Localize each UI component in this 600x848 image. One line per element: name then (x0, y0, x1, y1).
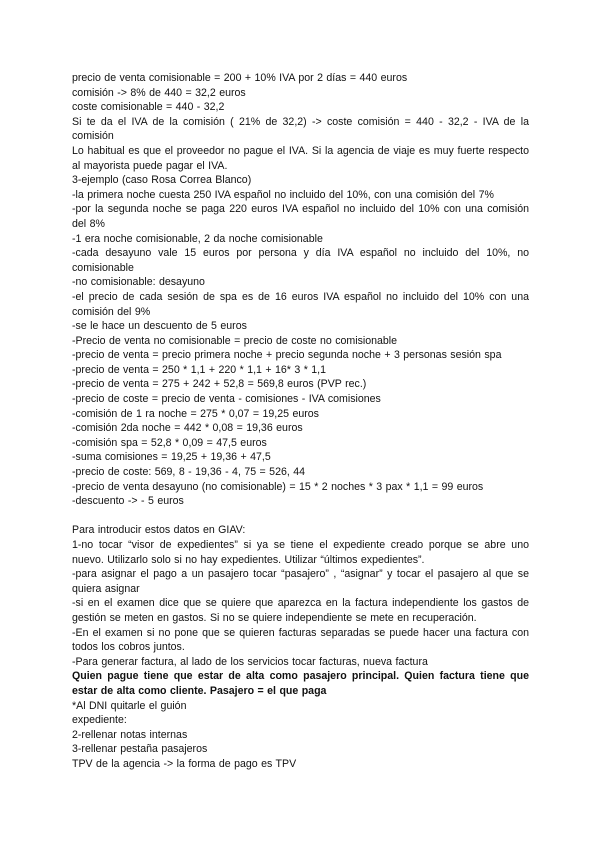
giav-heading: Para introducir estos datos en GIAV: (72, 524, 246, 537)
text-paragraph: -el precio de cada sesión de spa es de 16 euros IVA español no incluido del 10% con una comisión del 9% (72, 290, 529, 318)
text-line: TPV de la agencia -> la forma de pago es TPV (72, 757, 297, 770)
text-line: *Al DNI quitarle el guión (72, 699, 187, 712)
text-line: -descuento -> - 5 euros (72, 495, 184, 508)
text-line: -no comisionable: desayuno (72, 276, 205, 289)
paragraph-gap (72, 509, 529, 524)
text-line: -comisión 2da noche = 442 * 0,08 = 19,36 euros (72, 422, 303, 435)
text-line: -precio de venta = 275 + 242 + 52,8 = 569,8 euros (PVP rec.) (72, 378, 367, 391)
text-line: -Para generar factura, al lado de los servicios tocar facturas, nueva factura (72, 655, 428, 668)
text-line: -precio de coste = precio de venta - comisiones - IVA comisiones (72, 393, 381, 406)
text-line: precio de venta comisionable = 200 + 10% IVA por 2 días = 440 euros (72, 72, 408, 84)
text-paragraph: -cada desayuno vale 15 euros por persona y día IVA español no incluido del 10%, no comisionable (72, 247, 529, 274)
text-paragraph: Si te da el IVA de la comisión ( 21% de 32,2) -> coste comisión = 440 - 32,2 - IVA de la comisión (72, 115, 529, 143)
text-line: coste comisionable = 440 - 32,2 (72, 101, 225, 114)
text-paragraph: -para asignar el pago a un pasajero tocar “pasajero” , “asignar” y tocar el pasajero al que se quiera asignar (72, 568, 529, 595)
text-line: 2-rellenar notas internas (72, 728, 188, 741)
document-body (72, 71, 529, 772)
text-paragraph: -En el examen si no pone que se quieren facturas separadas se puede hacer una factura con todos los cobros juntos. (72, 626, 529, 654)
example-heading: 3-ejemplo (caso Rosa Correa Blanco) (72, 174, 252, 187)
text-line: comisión -> 8% de 440 = 32,2 euros (72, 86, 246, 99)
text-line: -1 era noche comisionable, 2 da noche comisionable (72, 232, 323, 245)
text-line: -se le hace un descuento de 5 euros (72, 320, 247, 333)
text-line: -comisión spa = 52,8 * 0,09 = 47,5 euros (72, 436, 267, 449)
text-line: expediente: (72, 714, 127, 727)
text-paragraph: -por la segunda noche se paga 220 euros IVA español no incluido del 10% con una comisión del 8% (72, 203, 529, 230)
text-line: -precio de venta = precio primera noche + precio segunda noche + 3 personas sesión spa (72, 349, 502, 362)
text-line: -precio de venta desayuno (no comisionable) = 15 * 2 noches * 3 pax * 1,1 = 99 euros (72, 480, 484, 493)
text-line: -precio de venta = 250 * 1,1 + 220 * 1,1 + 16* 3 * 1,1 (72, 363, 326, 376)
text-line: -Precio de venta no comisionable = precio de coste no comisionable (72, 334, 398, 347)
text-paragraph: 1-no tocar “visor de expedientes” si ya se tiene el expediente creado porque se abre uno nuevo. Utilizarlo solo si no hay expedientes. Utilizar “últimos expedientes”. (72, 539, 529, 566)
text-line: -la primera noche cuesta 250 IVA español no incluido del 10%, con una comisión del 7% (72, 188, 494, 201)
text-paragraph: Lo habitual es que el proveedor no pague el IVA. Si la agencia de viaje es muy fuerte respecto al mayorista puede pagar el IVA. (72, 144, 529, 172)
text-line: -suma comisiones = 19,25 + 19,36 + 47,5 (72, 451, 271, 464)
text-line: 3-rellenar pestaña pasajeros (72, 743, 208, 756)
text-line: -comisión de 1 ra noche = 275 * 0,07 = 19,25 euros (72, 407, 319, 420)
text-line: -precio de coste: 569, 8 - 19,36 - 4, 75 = 526, 44 (72, 466, 306, 479)
bold-paragraph: Quien pague tiene que estar de alta como pasajero principal. Quien factura tiene que estar de alta como cliente. Pasajero = el que paga (72, 670, 529, 697)
text-paragraph: -si en el examen dice que se quiere que aparezca en la factura independiente los gastos de gestión se meten en gastos. Si no se quiere independiente se mete en recuperación. (72, 597, 529, 624)
